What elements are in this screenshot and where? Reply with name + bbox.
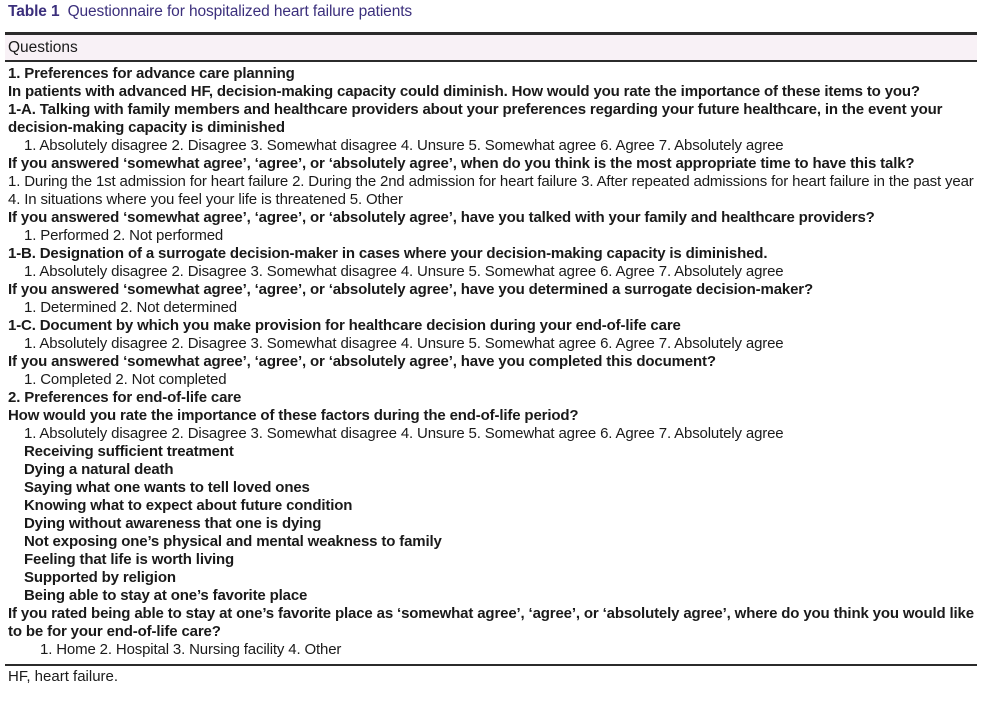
table-body: [5, 62, 977, 662]
questionnaire-table: [5, 32, 977, 687]
question-row: Dying a natural death: [24, 461, 174, 478]
question-row: Saying what one wants to tell loved ones: [24, 479, 310, 496]
table-caption: [8, 3, 412, 21]
answer-options-row: 1. Absolutely disagree 2. Disagree 3. Somewhat disagree 4. Unsure 5. Somewhat agree 6. Agree 7. Absolutely agree: [24, 425, 784, 442]
answer-options-row: 1. Performed 2. Not performed: [24, 227, 224, 244]
question-row: If you answered ‘somewhat agree’, ‘agree’, or ‘absolutely agree’, have you completed this document?: [8, 353, 716, 370]
answer-options-row: 1. Absolutely disagree 2. Disagree 3. Somewhat disagree 4. Unsure 5. Somewhat agree 6. Agree 7. Absolutely agree: [24, 263, 784, 280]
question-row: Supported by religion: [24, 569, 176, 586]
answer-options-row: 1. Absolutely disagree 2. Disagree 3. Somewhat disagree 4. Unsure 5. Somewhat agree 6. Agree 7. Absolutely agree: [24, 335, 784, 352]
answer-options-row: 1. Determined 2. Not determined: [24, 299, 237, 316]
question-row: Not exposing one’s physical and mental weakness to family: [24, 533, 442, 550]
question-row: 1-C. Document by which you make provision for healthcare decision during your end-of-life care: [8, 317, 681, 334]
answer-options-row: 1. Home 2. Hospital 3. Nursing facility 4. Other: [40, 641, 342, 658]
table-title: Questionnaire for hospitalized heart failure patients: [67, 3, 413, 20]
table-header: [5, 35, 977, 60]
question-row: How would you rate the importance of these factors during the end-of-life period?: [8, 407, 579, 424]
question-row: If you answered ‘somewhat agree’, ‘agree’, or ‘absolutely agree’, have you talked with your family and healthcare providers?: [8, 209, 875, 226]
header-questions: Questions: [8, 39, 78, 56]
question-row: 1-B. Designation of a surrogate decision-maker in cases where your decision-making capacity is diminished.: [8, 245, 768, 262]
question-row: 1-A. Talking with family members and healthcare providers about your preferences regarding your future healthcare, in the event your decision-making capacity is diminished: [8, 101, 943, 136]
question-row: 1. Preferences for advance care planning: [8, 65, 295, 82]
question-row: Being able to stay at one’s favorite place: [24, 587, 308, 604]
question-row: Dying without awareness that one is dying: [24, 515, 322, 532]
question-row: In patients with advanced HF, decision-making capacity could diminish. How would you rate the importance of these items to you?: [8, 83, 920, 100]
question-row: Knowing what to expect about future condition: [24, 497, 353, 514]
answer-options-row: 1. During the 1st admission for heart failure 2. During the 2nd admission for heart failure 3. After repeated admissions for heart failure in the past year 4. In situations where you feel your life is threatened 5. Other: [8, 173, 974, 208]
question-row: If you answered ‘somewhat agree’, ‘agree’, or ‘absolutely agree’, have you determined a surrogate decision-maker?: [8, 281, 813, 298]
question-row: If you rated being able to stay at one’s favorite place as ‘somewhat agree’, ‘agree’, or ‘absolutely agree’, where do you think you would like to be for your end-of-life care?: [8, 605, 974, 640]
table-label: Table 1: [8, 3, 60, 20]
question-row: Feeling that life is worth living: [24, 551, 235, 568]
question-row: Receiving sufficient treatment: [24, 443, 234, 460]
answer-options-row: 1. Completed 2. Not completed: [24, 371, 227, 388]
question-row: 2. Preferences for end-of-life care: [8, 389, 242, 406]
question-row: If you answered ‘somewhat agree’, ‘agree’, or ‘absolutely agree’, when do you think is the most appropriate time to have this talk?: [8, 155, 915, 172]
answer-options-row: 1. Absolutely disagree 2. Disagree 3. Somewhat disagree 4. Unsure 5. Somewhat agree 6. Agree 7. Absolutely agree: [24, 137, 784, 154]
table-footnote: HF, heart failure.: [8, 668, 119, 685]
